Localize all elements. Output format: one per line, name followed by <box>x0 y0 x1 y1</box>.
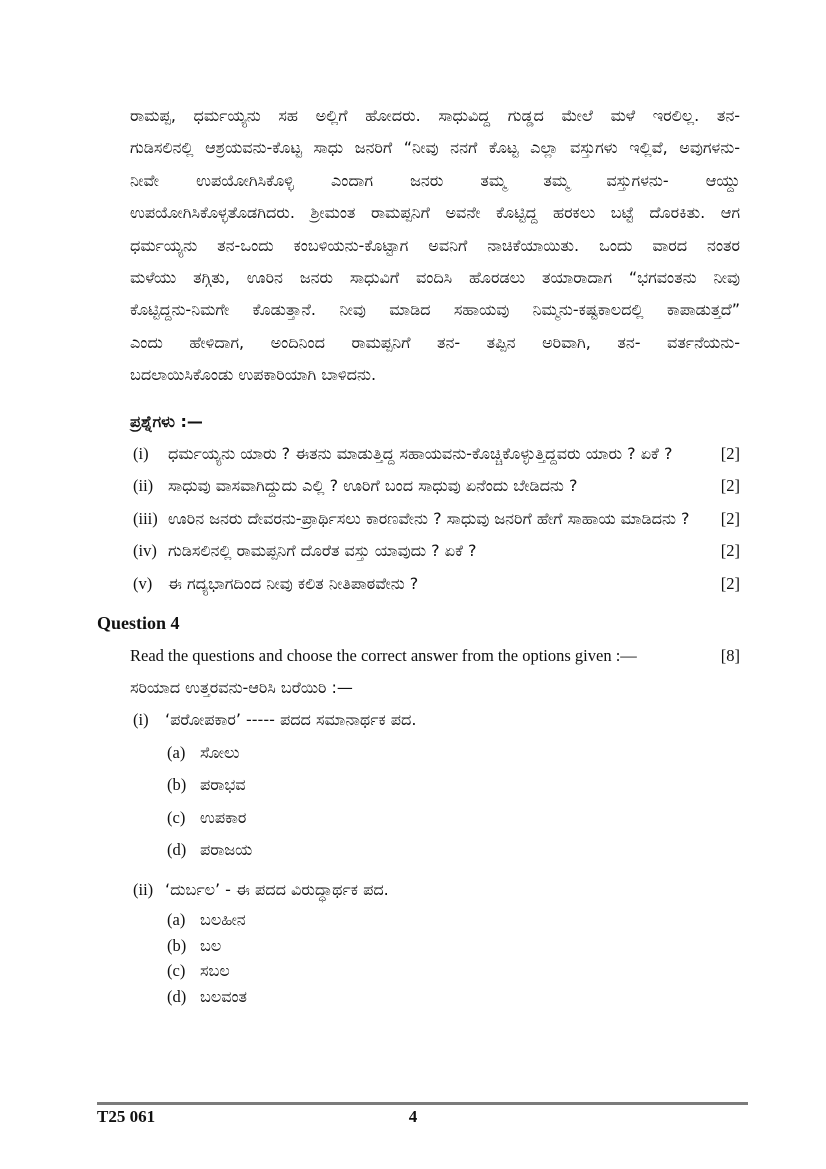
passage-line: ಧರ್ಮಯ್ಯನು ತನ-ಒಂದು ಕಂಬಳಿಯನು-ಕೊಟ್ಟಾಗ ಅವನಿಗೆ ನಾಚಿಕೆಯಾಯಿತು. ಒಂದು ವಾರದ ನಂತರ <box>130 235 740 255</box>
question-text: ಊರಿನ ಜನರು ದೇವರನು-ಪ್ರಾರ್ಥಿಸಲು ಕಾರಣವೇನು ? ಸಾಧುವು ಜನರಿಗೆ ಹೇಗೆ ಸಾಹಾಯ ಮಾಡಿದನು ? <box>168 508 690 528</box>
passage-line: ನೀವೇ ಉಪಯೋಗಿಸಿಕೊಳ್ಳಿ ಎಂದಾಗ ಜನರು ತಮ್ಮ ತಮ್ಮ ವಸ್ತುಗಳನು- ಆಯ್ದು <box>130 170 740 190</box>
instruction-english: Read the questions and choose the correct answer from the options given :— <box>130 645 637 665</box>
option-label: (c) <box>167 961 186 981</box>
option-row <box>167 958 740 984</box>
option-label: (d) <box>167 839 187 859</box>
option-text: ಬಲಹೀನ <box>200 909 246 929</box>
passage-line: ಉಪಯೋಗಿಸಿಕೊಳ್ಳತೊಡಗಿದರು. ಶ್ರೀಮಂತ ರಾಮಪ್ಪನಿಗೆ ಅವನೇ ಕೊಟ್ಟಿದ್ದ ಹರಕಲು ಬಟ್ಟೆ ದೊರಕಿತು. ಆಗ <box>130 203 740 223</box>
option-row <box>167 802 740 834</box>
option-row <box>167 933 740 959</box>
option-text: ಪರಾಜಯ <box>200 839 253 859</box>
footer-divider <box>97 1102 748 1105</box>
question-item <box>130 535 740 567</box>
option-row <box>167 737 740 769</box>
option-row <box>167 984 740 1010</box>
question-text: ಸಾಧುವು ವಾಸವಾಗಿದ್ದುದು ಎಲ್ಲಿ ? ಊರಿಗೆ ಬಂದ ಸಾಧುವು ಏನೆಂದು ಬೇಡಿದನು ? <box>168 476 578 496</box>
mcq-question: ‘ದುರ್ಬಲ’ - ಈ ಪದದ ವಿರುದ್ಧಾರ್ಥಕ ಪದ. <box>165 880 389 900</box>
mcq-question-row <box>130 874 740 906</box>
option-row <box>167 769 740 801</box>
question-marks: [2] <box>720 508 740 528</box>
page-content <box>97 100 740 1010</box>
question-item <box>130 568 740 600</box>
passage-line: ಗುಡಿಸಲಿನಲ್ಲಿ ಆಶ್ರಯವನು-ಕೊಟ್ಟ ಸಾಧು ಜನರಿಗೆ “ನೀವು ನನಗೆ ಕೊಟ್ಟ ಎಲ್ಲಾ ವಸ್ತುಗಳು ಇಲ್ಲಿವೆ, ಅವುಗಳನು- <box>130 138 740 158</box>
passage-line: ಬದಲಾಯಿಸಿಕೊಂಡು ಉಪಕಾರಿಯಾಗಿ ಬಾಳಿದನು. <box>130 365 377 385</box>
paper-code: T25 061 <box>97 1107 156 1126</box>
question-marks: [2] <box>720 541 740 561</box>
passage-line: ರಾಮಪ್ಪ, ಧರ್ಮಯ್ಯನು ಸಹ ಅಲ್ಲಿಗೆ ಹೋದರು. ಸಾಧುವಿದ್ದ ಗುಡ್ಡದ ಮೇಲೆ ಮಳೆ ಇರಲಿಲ್ಲ. ತನ- <box>130 106 740 125</box>
option-label: (b) <box>167 935 187 955</box>
question-text: ಗುಡಿಸಲಿನಲ್ಲಿ ರಾಮಪ್ಪನಿಗೆ ದೊರೆತ ವಸ್ತು ಯಾವುದು ? ಏಕೆ ? <box>168 541 477 561</box>
mcq-options <box>167 907 740 1010</box>
option-text: ಪರಾಭವ <box>200 775 246 795</box>
question-text: ಧರ್ಮಯ್ಯನು ಯಾರು ? ಈತನು ಮಾಡುತ್ತಿದ್ದ ಸಹಾಯವನು-ಕೊಚ್ಚಿಕೊಳ್ಳುತ್ತಿದ್ದವರು ಯಾರು ? ಏಕೆ ? <box>168 444 673 464</box>
mcq-options <box>167 737 740 867</box>
question-number: (i) <box>133 444 149 464</box>
question-4-title: Question 4 <box>97 613 180 634</box>
mcq-item <box>130 874 740 1010</box>
question-item <box>130 470 740 502</box>
option-text: ಬಲ <box>200 935 222 955</box>
option-label: (a) <box>167 909 186 929</box>
mcq-number: (ii) <box>133 880 154 900</box>
option-label: (d) <box>167 987 187 1007</box>
instruction-marks: [8] <box>720 645 740 665</box>
option-text: ಉಪಕಾರ <box>200 807 247 827</box>
option-text: ಸಬಲ <box>200 961 230 981</box>
question-marks: [2] <box>720 476 740 496</box>
option-label: (b) <box>167 775 187 795</box>
question-number: (iv) <box>133 541 157 561</box>
mcq-item <box>130 704 740 866</box>
question-item <box>130 503 740 535</box>
mcq-question-row <box>130 704 740 736</box>
option-text: ಸೋಲು <box>200 742 240 762</box>
option-row <box>167 907 740 933</box>
question-number: (v) <box>133 573 153 593</box>
mcq-number: (i) <box>133 710 149 730</box>
question-4-instruction-row <box>130 640 740 672</box>
question-marks: [2] <box>720 573 740 593</box>
instruction-kannada: ಸರಿಯಾದ ಉತ್ತರವನು-ಆರಿಸಿ ಬರೆಯಿರಿ :— <box>130 677 353 697</box>
option-text: ಬಲವಂತ <box>200 987 248 1007</box>
passage-line: ಮಳೆಯು ತಗ್ಗಿತು, ಊರಿನ ಜನರು ಸಾಧುವಿಗೆ ವಂದಿಸಿ ಹೊರಡಲು ತಯಾರಾದಾಗ “ಭಗವಂತನು ನೀವು <box>130 268 740 288</box>
question-marks: [2] <box>720 444 740 464</box>
option-row <box>167 834 740 866</box>
page-number: 4 <box>408 1107 418 1126</box>
passage <box>130 100 740 392</box>
question-number: (ii) <box>133 476 154 496</box>
questions-heading: ಪ್ರಶ್ನೆಗಳು :— <box>130 411 203 431</box>
questions-list <box>130 438 740 600</box>
option-label: (a) <box>167 742 186 762</box>
option-label: (c) <box>167 807 186 827</box>
question-number: (iii) <box>133 508 158 528</box>
mcq-question: ‘ಪರೋಪಕಾರ’ ----- ಪದದ ಸಮಾನಾರ್ಥಕ ಪದ. <box>165 710 417 730</box>
passage-line: ಕೊಟ್ಟಿದ್ದನು-ನಿಮಗೇ ಕೊಡುತ್ತಾನೆ. ನೀವು ಮಾಡಿದ ಸಹಾಯವು ನಿಮ್ಮನು-ಕಷ್ಟಕಾಲದಲ್ಲಿ ಕಾಪಾಡುತ್ತದೆ” <box>130 300 740 320</box>
passage-line: ಎಂದು ಹೇಳಿದಾಗ, ಅಂದಿನಿಂದ ರಾಮಪ್ಪನಿಗೆ ತನ- ತಪ್ಪಿನ ಅರಿವಾಗಿ, ತನ- ವರ್ತನೆಯನು- <box>130 332 740 352</box>
question-item <box>130 438 740 470</box>
question-text: ಈ ಗದ್ಯಭಾಗದಿಂದ ನೀವು ಕಲಿತ ನೀತಿಪಾಠವೇನು ? <box>168 573 419 593</box>
